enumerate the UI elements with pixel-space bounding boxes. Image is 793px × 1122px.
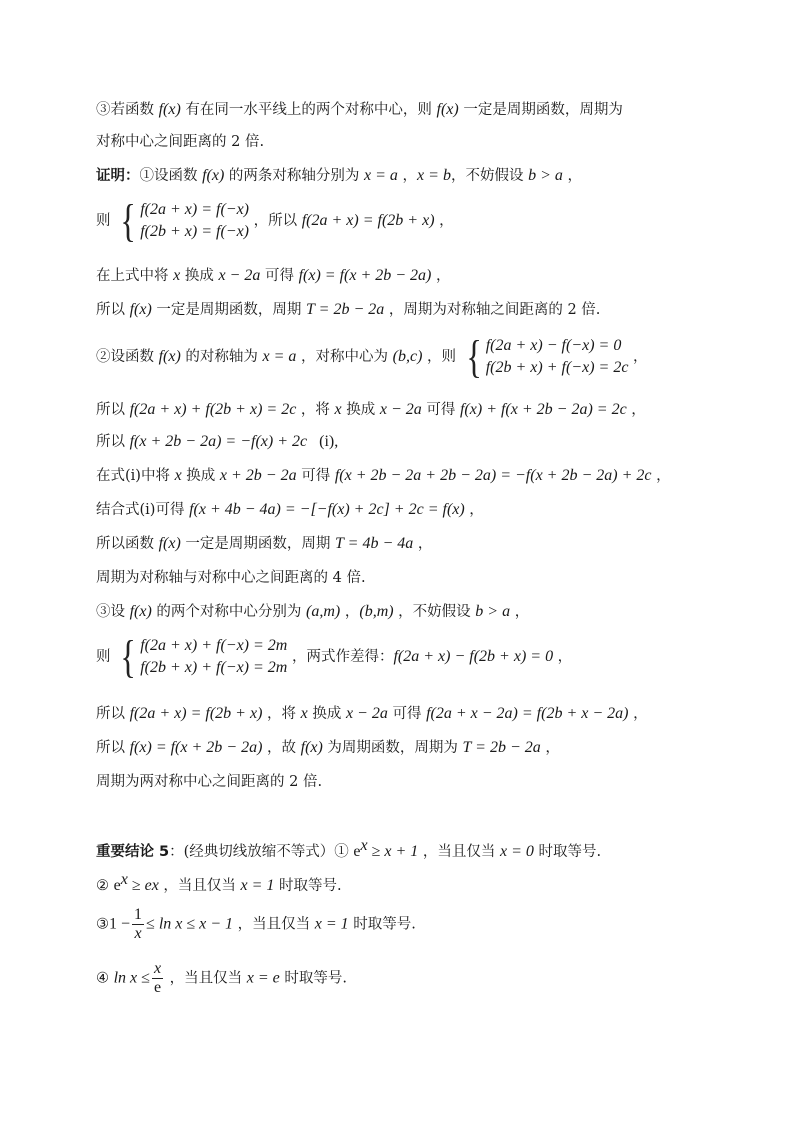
brace: {: [120, 631, 136, 682]
text: ，: [628, 349, 648, 365]
math: e: [353, 842, 361, 860]
conclusion5-item2: [96, 870, 342, 896]
text: ，: [553, 649, 573, 665]
text: 的对称轴为: [180, 349, 263, 365]
text: ③设: [96, 604, 130, 620]
text: ，则: [422, 349, 457, 365]
conclusion5-item1: [96, 836, 601, 862]
conclusion5-item3: [96, 906, 416, 943]
math: f(x): [129, 603, 152, 620]
text: ，当且仅当: [165, 970, 247, 987]
math: T = 4b − 4a: [335, 535, 414, 552]
math-sup: x: [120, 871, 128, 888]
fraction-denominator: e: [153, 979, 162, 996]
text: 时取等号.: [274, 877, 342, 894]
equation-system: [115, 195, 249, 246]
text: 可得: [421, 402, 460, 418]
text: ，: [397, 168, 418, 184]
text: ①设函数: [139, 168, 203, 184]
math: e: [113, 876, 121, 894]
proof1-intro: [96, 166, 582, 186]
math: ≥ ex: [127, 876, 159, 894]
math: b > a: [475, 603, 511, 620]
text: 周期为对称轴与对称中心之间距离的 4 倍.: [96, 570, 366, 586]
math: 1 −: [109, 915, 131, 933]
text: 所以: [96, 402, 130, 418]
text: ，所以: [253, 213, 302, 229]
math: x − 2a: [218, 267, 261, 284]
math: x = a: [262, 348, 297, 365]
text: ，: [340, 604, 360, 620]
math: x + 2b − 2a: [219, 467, 297, 484]
text: ，: [562, 168, 582, 184]
math: f(2a + x) + f(2b + x) = 2c: [129, 401, 297, 418]
conclusion-title: 重要结论 5: [96, 843, 170, 860]
fraction: [152, 960, 163, 997]
text: ②设函数: [96, 349, 159, 365]
math: f(x): [158, 535, 181, 552]
math-fx: f(x): [158, 101, 181, 118]
equation-system: [115, 631, 288, 682]
text: ，: [413, 536, 433, 552]
text: ，不妨假设: [393, 604, 476, 620]
math: f(x) = f(x + 2b − 2a): [298, 267, 432, 284]
text: ①: [334, 843, 354, 860]
system-row: f(2a + x) = f(−x): [140, 201, 249, 218]
proof1-system: [96, 195, 454, 246]
math: x = b: [417, 167, 451, 184]
text: 所以函数: [96, 536, 159, 552]
proof2-line4: [96, 466, 671, 486]
text: 周期为两对称中心之间距离的 2 倍.: [96, 774, 323, 790]
text: 一定是周期函数，周期: [180, 536, 336, 552]
text: ，将: [262, 706, 301, 722]
math: x: [173, 267, 181, 284]
text: 则: [96, 649, 111, 665]
proof2-line2: [96, 400, 646, 420]
proof3-intro: [96, 602, 529, 622]
math: (b,c): [392, 348, 423, 365]
math: f(2a + x) = f(2b + x): [301, 212, 435, 229]
math: (b,m): [359, 603, 394, 620]
text: 时取等号.: [348, 916, 416, 933]
proof3-line2: [96, 704, 648, 724]
math: f(x): [202, 167, 225, 184]
proof3-line4: [96, 772, 322, 792]
text: 换成: [180, 268, 219, 284]
text: ，将: [296, 402, 335, 418]
proof2-line5: [96, 500, 484, 520]
math: f(x + 2b − 2a + 2b − 2a) = −f(x + 2b − 2a) + 2c: [334, 467, 652, 484]
text: ③若函数: [96, 102, 159, 118]
text: 所以: [96, 434, 130, 450]
math: x = 1: [314, 915, 349, 933]
math: x = 0: [500, 842, 534, 860]
text: ，当且仅当: [233, 916, 315, 933]
text: 换成: [341, 402, 380, 418]
text: 可得: [260, 268, 299, 284]
math: ≤ ln x ≤ x − 1: [146, 915, 234, 933]
math: x = 1: [240, 876, 275, 894]
math: x = a: [364, 167, 398, 184]
statement-3-line2: [96, 132, 264, 152]
statement-3-line1: [96, 100, 623, 120]
equation-tag: (i),: [307, 433, 339, 450]
text: 所以: [96, 302, 130, 318]
text: 一定是周期函数，周期: [151, 302, 307, 318]
text: 在式(i)中将: [96, 468, 175, 484]
text: ，: [434, 213, 454, 229]
text: ，两式作差得：: [291, 649, 394, 665]
math: f(2a + x) = f(2b + x): [129, 705, 263, 722]
conclusion5-item4: [96, 960, 347, 997]
math: (a,m): [306, 603, 341, 620]
math: f(x) + f(x + 2b − 2a) = 2c: [459, 401, 627, 418]
text: ，对称中心为: [296, 349, 393, 365]
equation-system: [461, 331, 629, 382]
math: ln x ≤: [113, 969, 150, 987]
text: 在上式中将: [96, 268, 174, 284]
math: f(2a + x − 2a) = f(2b + x − 2a): [426, 705, 629, 722]
text: 为周期函数，周期为: [322, 740, 463, 756]
text: ，: [626, 402, 646, 418]
math: f(x) = f(x + 2b − 2a): [129, 739, 263, 756]
math: f(2a + x) − f(2b + x) = 0: [393, 648, 554, 665]
math: x = e: [246, 969, 280, 987]
brace: {: [120, 195, 136, 246]
proof2-intro: [96, 331, 648, 382]
system-row: f(2a + x) + f(−x) = 2m: [140, 637, 288, 654]
proof2-line7: [96, 568, 366, 588]
math: x − 2a: [345, 705, 388, 722]
proof1-substitution: [96, 266, 450, 286]
text: ，周期为对称轴之间距离的 2 倍.: [384, 302, 601, 318]
math: f(x): [129, 301, 152, 318]
text: 一定是周期函数，周期为: [458, 102, 623, 118]
fraction-denominator: x: [134, 925, 142, 942]
text: 换成: [181, 468, 220, 484]
text: 有在同一水平线上的两个对称中心，则: [180, 102, 437, 118]
text: 时取等号.: [279, 970, 347, 987]
system-row: f(2b + x) + f(−x) = 2m: [140, 659, 288, 676]
text: ④: [96, 970, 114, 987]
math-sup: x: [360, 837, 368, 854]
text: ：(经典切线放缩不等式）: [169, 843, 335, 860]
text: 所以: [96, 740, 130, 756]
math: x: [334, 401, 342, 418]
proof1-conclusion: [96, 300, 600, 320]
math: f(x): [300, 739, 323, 756]
math: x: [300, 705, 308, 722]
text: ，: [510, 604, 530, 620]
text: ，当且仅当: [158, 877, 241, 894]
math: T = 2b − 2a: [462, 739, 541, 756]
system-row: f(2b + x) + f(−x) = 2c: [485, 359, 629, 376]
proof2-line3: [96, 432, 338, 452]
text: ，: [651, 468, 671, 484]
fraction: [132, 906, 144, 943]
math-fx: f(x): [436, 101, 459, 118]
math: f(x): [158, 348, 181, 365]
fraction-numerator: 1: [134, 906, 143, 923]
text: ，: [628, 706, 648, 722]
text: 所以: [96, 706, 130, 722]
brace: {: [465, 331, 482, 382]
text: 可得: [296, 468, 335, 484]
text: 结合式(i)可得: [96, 502, 190, 518]
proof3-line3: [96, 738, 560, 758]
fraction-numerator: x: [153, 960, 162, 977]
text: ，: [464, 502, 484, 518]
text: ，: [431, 268, 451, 284]
proof2-line6: [96, 534, 432, 554]
text: ，: [540, 740, 560, 756]
text: 的两个对称中心分别为: [151, 604, 307, 620]
math: ≥ x + 1: [367, 842, 419, 860]
proof3-system: [96, 631, 573, 682]
text: 对称中心之间距离的 2 倍.: [96, 134, 265, 150]
system-row: f(2b + x) = f(−x): [140, 223, 249, 240]
math: T = 2b − 2a: [306, 301, 385, 318]
math: b > a: [528, 167, 563, 184]
text: 则: [96, 213, 111, 229]
system-row: f(2a + x) − f(−x) = 0: [485, 337, 622, 354]
text: 换成: [307, 706, 346, 722]
text: 的两条对称轴分别为: [224, 168, 365, 184]
text: ③: [96, 916, 109, 933]
math: f(x + 2b − 2a) = −f(x) + 2c: [129, 433, 308, 450]
text: 可得: [387, 706, 427, 722]
text: 时取等号.: [533, 843, 602, 860]
text: ，当且仅当: [418, 843, 501, 860]
text: ，故: [262, 740, 301, 756]
math: f(x + 4b − 4a) = −[−f(x) + 2c] + 2c = f(x): [189, 501, 465, 518]
proof-label: 证明：: [96, 168, 140, 184]
math: x: [174, 467, 182, 484]
math: x − 2a: [379, 401, 422, 418]
text: ，不妨假设: [450, 168, 529, 184]
text: ②: [96, 877, 114, 894]
